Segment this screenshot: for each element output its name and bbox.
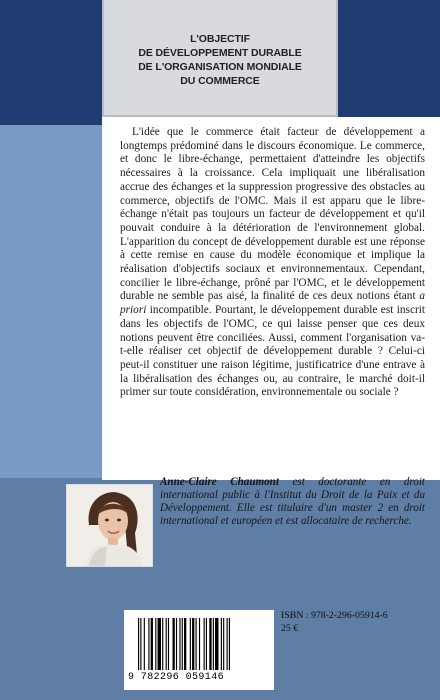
summary-body: L'idée que le commerce était facteur de développement a longtemps prédominé dans le discours économique. Le commerce, et donc le libre-échange, permettaient d'atteindre les objectifs nécessaires à la croissance. Cela impliquait une libéralisation accrue des échanges et la suppression progressive des obstacles au commerce, objectifs de l'OMC. Mais il est apparu que le libre-échange n'était pas toujours un facteur de développement et qu'il pouvait conduire à la détérioration de l'environnement global. L'apparition du concept de développement durable est une réponse à cette remise en cause du modèle économique et implique la réalisation d'objectifs sociaux et environnementaux. Cependant, concilier le libre-échange, prôné par l'OMC, et le développement durable ne semble pas aisé, la finalité de ces deux notions étant bbox=[120, 126, 425, 303]
title-line-2: DE DÉVELOPPEMENT DURABLE bbox=[138, 46, 302, 59]
title-line-3: DE L'ORGANISATION MONDIALE bbox=[138, 60, 302, 73]
author-bio bbox=[160, 476, 425, 528]
title-box bbox=[102, 0, 338, 117]
price: 25 € bbox=[281, 622, 299, 634]
summary-italic: a priori bbox=[120, 290, 425, 317]
author-name: Anne-Claire Chaumont bbox=[160, 476, 279, 488]
author-portrait-image bbox=[67, 485, 152, 566]
summary-text bbox=[120, 126, 425, 400]
book-title bbox=[138, 32, 302, 88]
author-photo bbox=[66, 484, 153, 567]
isbn-number: ISBN : 978-2-296-05914-6 bbox=[281, 610, 388, 621]
title-line-4: DU COMMERCE bbox=[180, 74, 260, 87]
barcode-digits: 9 782296 059146 bbox=[128, 672, 225, 683]
author-bio-text: est doctorante en droit international public à l'Institut du Droit de la Paix et du Développement. Elle est titulaire d'un master 2 en droit international et européen et est allocataire de recherche. bbox=[160, 476, 425, 527]
summary-end: incompatible. Pourtant, le développement durable est inscrit dans les objectifs de l'OMC, ce qui laisse penser que ces deux notions peuvent être conciliées. Aussi, comment l'organisation va-t-elle réaliser cet objectif de développement durable ? Celui-ci peut-il constituer une raison légitime, justificatrice d'une entrave à la libéralisation des échanges ou, au contraire, le marché doit-il primer sur toute considération, environnementale ou sociale ? bbox=[120, 304, 425, 399]
isbn-block bbox=[281, 610, 388, 635]
title-line-1: L'OBJECTIF bbox=[190, 32, 250, 45]
barcode-bars bbox=[138, 618, 264, 670]
barcode bbox=[124, 610, 274, 690]
